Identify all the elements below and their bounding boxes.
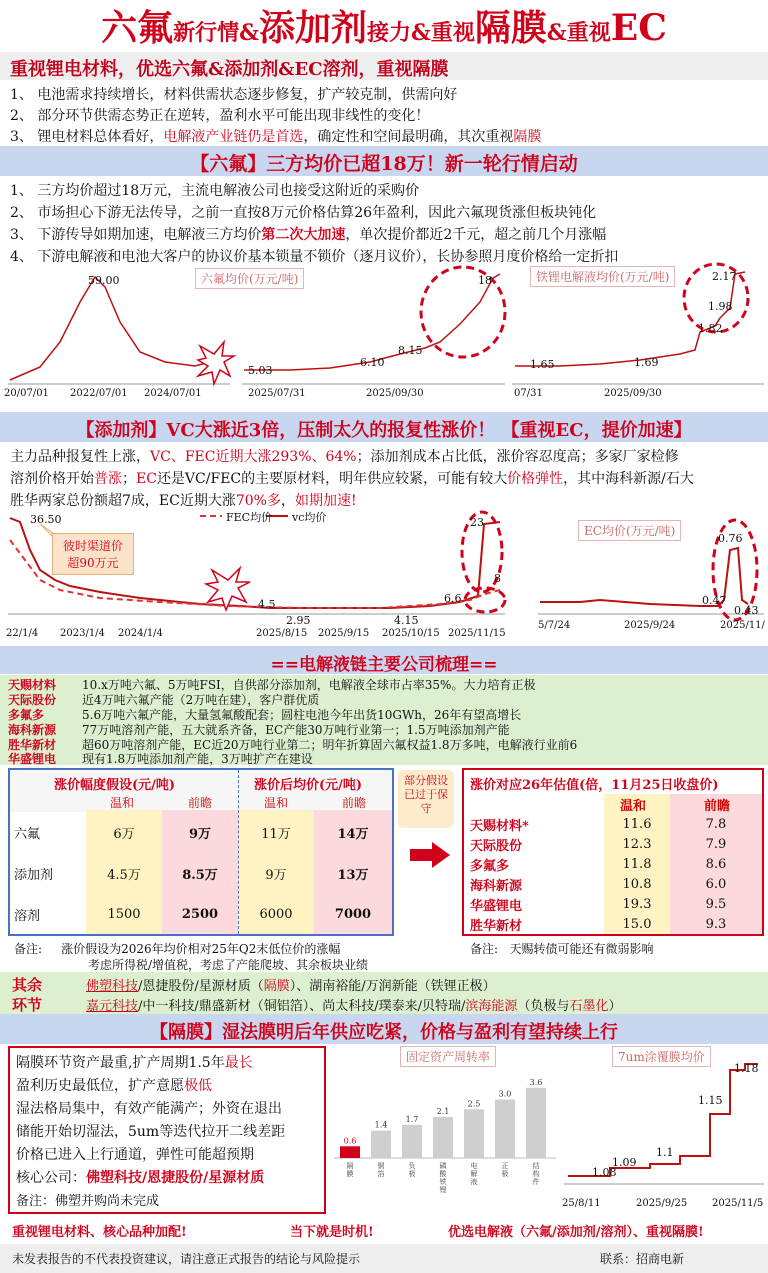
electrolyte-point-4: 1.98 [708,300,733,313]
opt-label: 前瞻 [704,799,731,814]
turnover-category-label: 负极 [408,1162,416,1178]
x-tick: 2025/09/30 [604,388,662,399]
other-label-2: 环节 [12,996,43,1014]
burst-icon [198,342,234,384]
assumption-note-box: 部分假设已过于保守 [398,770,454,828]
x-tick: 2025/07/31 [248,388,306,399]
vc-callout: 彼时渠道价 超90万元 [52,533,134,575]
electrolyte-point-3: 1.82 [698,322,723,335]
other-segments [0,972,768,1014]
x-tick: 22/1/4 [6,628,39,639]
company-row: 多氟多 5.6万吨六氟产能，大量氢氟酸配套；圆柱电池今年出货10GWh，26年有望高增长 [8,708,522,722]
intro-line-1: 1、 电池需求持续增长，材料供需状态逐步修复，扩产较克制，供需向好 [10,87,458,103]
chart-electrolyte-label: 铁锂电解液均价(万元/吨) [530,266,675,287]
sep-line: 价格已进入上行通道，弹性可能超预期 [16,1147,254,1163]
turnover-value-label: 1.4 [374,1120,388,1130]
film-point-4: 1.15 [698,1094,723,1107]
lpf-point-2: 6.10 [360,356,385,369]
table-row: 六氟 6万 9万 11万 14万 [14,827,369,842]
vc-point-1: 36.50 [30,513,62,526]
table-row: 多氟多 11.8 8.6 [470,856,727,874]
vc-point-2: 4.5 [258,598,276,611]
chain-company-list [0,675,768,765]
intro-headline: 重视锂电材料，优选六氟&添加剂&EC溶剂，重视隔膜 [0,52,768,80]
sep-line: 隔膜环节资产最重,扩产周期1.5年最长 [16,1055,253,1071]
x-tick: 2022/07/01 [70,388,128,399]
table-row: 溶剂 1500 2500 6000 7000 [14,907,372,924]
lpf-point-peak: 59.00 [88,274,120,287]
other-row-1: 佛塑科技/恩捷股份/星源材质（隔膜）、湖南裕能/万润新能（铁锂正极） [86,979,496,994]
opt-label: 前瞻 [188,796,213,810]
sep-line: 备注：佛塑并购尚未完成 [16,1194,160,1209]
table-row: 天赐材料* 11.6 7.8 [470,816,727,834]
assumption-header-1: 涨价幅度假设(元/吨) [54,778,176,793]
turnover-bar [464,1109,484,1158]
other-label-1: 其余 [12,976,43,994]
electrolyte-point-2: 1.69 [634,356,659,369]
electrolyte-point-1: 1.65 [530,358,555,371]
ec-point-1: 0.47 [702,594,727,607]
x-tick: 20/07/01 [4,388,49,399]
turnover-value-label: 3.6 [529,1077,543,1087]
vc-point-3: 2.95 [286,614,311,627]
x-tick: 2025/9/24 [624,620,676,631]
turnover-bar [433,1117,453,1158]
film-point-5: 1.18 [734,1062,759,1075]
chart-lpf-history [8,277,234,384]
mild-label: 温和 [620,799,647,814]
sep-line: 湿法格局集中，有效产能满产；外资在退出 [16,1101,282,1117]
footer-disclaimer: 未发表报告的不代表投资建议，请注意正式报告的结论与风险提示 联系：招商电新 [0,1244,768,1273]
mild-label: 温和 [110,796,135,810]
chart-film [560,1060,768,1200]
chart-ec-label: EC均价(万元/吨) [578,520,681,541]
assumption-note-1: 备注: 涨价假设为2026年均价相对25年Q2末低位价的涨幅 [14,942,341,956]
chart-turnover [330,1066,560,1216]
turnover-category-label: 隔膜 [346,1162,354,1178]
film-point-1: 1.08 [592,1166,617,1179]
lpf-point-3: 8.15 [398,344,423,357]
assumption-note-2: 考虑所得税/增值税，考虑了产能爬坡、其余板块业绩 [88,958,369,972]
vc-point-6: 23 [470,516,484,529]
turnover-value-label: 1.7 [405,1114,419,1124]
assumption-header-2: 涨价后均价(元/吨) [254,778,363,793]
sep-line: 储能开始切湿法，5um等迭代拉开二线差距 [16,1124,286,1140]
x-tick: 2025/9/25 [636,1198,688,1209]
ec-point-3: 0.76 [718,532,743,545]
turnover-bar [340,1146,360,1158]
valuation-table [462,768,764,936]
lpf-line-1: 1、 三方均价超过18万元，主流电解液公司也接受这附近的采购价 [10,183,420,199]
turnover-value-label: 2.1 [436,1107,450,1117]
turnover-bar [526,1088,546,1158]
vc-point-5: 6.6 [444,592,462,605]
company-row: 华盛锂电 现有1.8万吨添加剂产能，3万吨扩产在建设 [8,752,313,766]
lpf-section-header: 【六氟】三方均价已超18万！新一轮行情启动 [0,146,768,176]
film-point-2: 1.09 [612,1156,637,1169]
sep-line: 核心公司：佛塑科技/恩捷股份/星源材质 [16,1170,265,1186]
lpf-history-line [10,277,210,380]
x-tick: 2024/1/4 [118,628,163,639]
arrow-right-icon [408,840,452,870]
turnover-value-label: 2.5 [467,1099,481,1109]
table-row: 天际股份 12.3 7.9 [470,836,727,854]
turnover-value-label: 0.6 [343,1136,357,1146]
film-line [568,1064,758,1176]
additive-section-header: 【添加剂】VC大涨近3倍，压制太久的报复性涨价！ 【重视EC，提价加速】 [0,412,768,442]
lpf-line-2: 2、 市场担心下游无法传导，之前一直按8万元价格估算26年盈利，因此六氟现货涨但板块钝化 [10,205,597,221]
separator-text-box [8,1046,326,1214]
lpf-point-4: 18 [478,274,492,287]
table-row: 胜华新材 15.0 9.3 [470,916,727,934]
other-row-2: 嘉元科技/中一科技/鼎盛新材（铜铝箔）、尚太科技/璞泰来/贝特瑞/滨海能源（负极与石墨化） [86,999,622,1014]
chart-lpf-label: 六氟均价(万元/吨) [195,268,304,289]
table-row: 添加剂 4.5万 8.5万 9万 13万 [14,868,369,883]
mild-label: 温和 [264,796,289,810]
intro-line-2: 2、 部分环节供需态势正在逆转，盈利水平可能出现非线性的变化！ [10,108,430,124]
company-row: 胜华新材 超60万吨溶剂产能，EC近20万吨行业第二；明年折算固六氟权益1.8万多吨，电解液行业前6 [8,738,578,752]
sep-line: 盈利历史最低位，扩产意愿极低 [16,1078,212,1094]
electrolyte-point-5: 2.17 [712,270,737,283]
turnover-bar [402,1125,422,1158]
company-row: 天赐材料 10.x万吨六氟、5万吨FSI，自供部分添加剂，电解液全球市占率35%。大力培育正极 [8,678,536,692]
valuation-note: 备注: 天赐转债可能还有微弱影响 [470,942,654,956]
highlight-circle [421,267,505,357]
x-tick: 2025/8/15 [256,628,308,639]
turnover-category-label: 正极 [501,1162,509,1178]
additive-line-1: 主力品种报复性上涨，VC、FEC近期大涨293%、64%；添加剂成本占比低，涨价容忍度高；多家厂家检修 [10,449,679,465]
chain-section-header: ==电解液链主要公司梳理== [0,646,768,674]
x-tick: 2025/09/30 [366,388,424,399]
valuation-grid [464,814,762,934]
table-row: 华盛锂电 19.3 9.5 [470,896,727,914]
company-row: 海科新源 77万吨溶剂产能，五大就系齐备，EC产能30万吨行业第一；1.5万吨添加剂产能 [8,723,510,737]
additive-line-2: 溶剂价格开始普涨；EC还是VC/FEC的主要原材料，明年供应较紧，可能有较大价格弹性，其中海科新源/石大 [10,471,694,487]
intro-line-3: 3、 锂电材料总体看好，电解液产业链仍是首选，确定性和空间最明确，其次重视隔膜 [10,129,542,145]
chart-turnover-label: 固定资产周转率 [400,1046,496,1067]
table-row: 海科新源 10.8 6.0 [470,876,727,894]
assumption-grid [10,812,392,935]
company-row: 天际股份 近4万吨六氟产能（2万吨在建），客户群优质 [8,693,320,707]
turnover-bar [495,1100,515,1159]
vc-legend: vc均价 [292,511,327,524]
turnover-category-label: 电解液 [470,1162,478,1186]
film-point-3: 1.1 [656,1146,674,1159]
x-tick: 2023/1/4 [60,628,105,639]
fec-point-end: 8 [494,572,501,585]
turnover-bar [371,1131,391,1158]
lpf-line-4: 4、 下游电解液和电池大客户的协议价基本锁量不锁价（逐月议价），长协参照月度价格给一定折扣 [10,249,619,265]
x-tick: 2025/10/15 [382,628,440,639]
turnover-value-label: 3.0 [498,1089,512,1099]
separator-section-header: 【隔膜】湿法膜明后年供应吃紧，价格与盈利有望持续上行 [0,1014,768,1044]
fec-legend: FEC均价 [226,511,273,524]
valuation-header: 涨价对应26年估值(倍，11月25日收盘价) [470,778,719,793]
x-tick: 2025/9/15 [318,628,370,639]
footer-slogans: 重视锂电材料、核心品种加配! 当下就是时机! 优选电解液（六氟/添加剂/溶剂）、重视隔膜! [12,1225,704,1240]
turnover-category-label: 磷酸铁锂 [439,1162,447,1194]
x-tick: 2025/11/5 [712,1198,764,1209]
ec-point-2: 0.43 [734,604,759,617]
vc-point-4: 4.15 [394,614,419,627]
turnover-category-label: 结构件 [532,1162,540,1186]
lpf-point-1: 5.03 [248,364,273,377]
additive-line-3: 胜华两家总份额超7成，EC近期大涨70%多，如期加速! [10,493,357,509]
lpf-line-3: 3、 下游传导如期加速，电解液三方均价第二次大加速，单次提价都近2千元，超之前几个月涨幅 [10,227,607,243]
x-tick: 2025/11/15 [448,628,506,639]
x-tick: 2024/07/01 [144,388,202,399]
turnover-category-label: 铜箔 [377,1162,385,1178]
x-tick: 5/7/24 [538,620,571,631]
chart-film-label: 7um涂覆膜均价 [612,1046,711,1067]
x-tick: 07/31 [514,388,543,399]
price-assumption-table [8,768,394,936]
page-title: 六氟新行情&添加剂接力&重视隔膜&重视EC [0,0,768,50]
x-tick: 25/8/11 [562,1198,601,1209]
x-tick: 2025/11/ [720,620,765,631]
opt-label: 前瞻 [342,796,367,810]
